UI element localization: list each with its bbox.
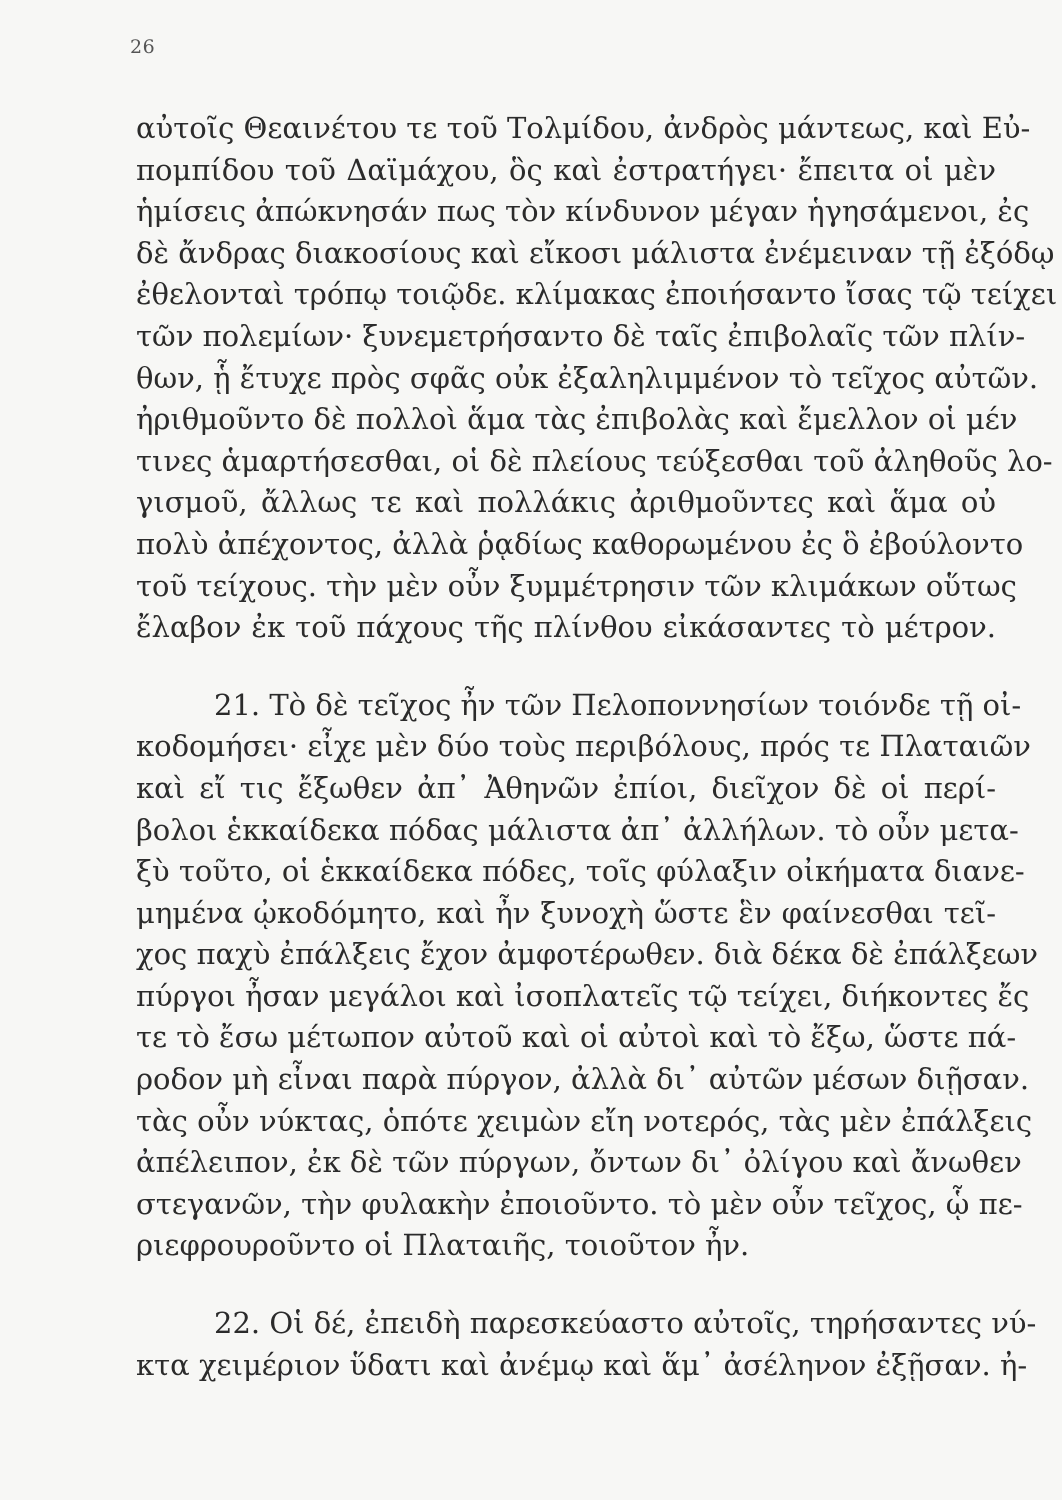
- text-line: στεγανῶν, τὴν φυλακὴν ἐποιοῦντο. τὸ μὲν οὖν τεῖχος, ᾧ πε-: [136, 1186, 1023, 1221]
- text-line: ροδον μὴ εἶναι παρὰ πύργον, ἀλλὰ δι᾽ αὐτῶν μέσων διῇσαν.: [136, 1062, 1030, 1097]
- text-line: μημένα ᾠκοδόμητο, καὶ ἦν ξυνοχὴ ὥστε ἓν φαίνεσθαι τεῖ-: [136, 895, 996, 930]
- text-line: ἔλαβον ἐκ τοῦ πάχους τῆς πλίνθου εἰκάσαντες τὸ μέτρον.: [136, 610, 996, 645]
- text-line: ἀπέλειπον, ἐκ δὲ τῶν πύργων, ὄντων δι᾽ ὀλίγου καὶ ἄνωθεν: [136, 1145, 1022, 1180]
- page-number: 26: [130, 36, 156, 58]
- text-line: τινες ἁμαρτήσεσθαι, οἱ δὲ πλείους τεύξεσθαι τοῦ ἀληθοῦς λο-: [136, 443, 1053, 478]
- text-line: δὲ ἄνδρας διακοσίους καὶ εἴκοσι μάλιστα ἐνέμειναν τῇ ἐξόδῳ: [136, 235, 1055, 270]
- text-line: πομπίδου τοῦ Δαϊμάχου, ὃς καὶ ἐστρατήγει· ἔπειτα οἱ μὲν: [136, 152, 996, 187]
- text-line: ριεφρουροῦντο οἱ Πλαταιῆς, τοιοῦτον ἦν.: [136, 1228, 750, 1263]
- text-line: κοδομήσει· εἶχε μὲν δύο τοὺς περιβόλους, πρός τε Πλαταιῶν: [136, 729, 1031, 764]
- text-line: πύργοι ἦσαν μεγάλοι καὶ ἰσοπλατεῖς τῷ τείχει, διήκοντες ἔς: [136, 978, 1030, 1013]
- paragraph-gap: [136, 649, 996, 685]
- body-text: [136, 108, 1058, 1386]
- text-line: κτα χειμέριον ὕδατι καὶ ἀνέμῳ καὶ ἅμ᾽ ἀσέληνον ἐξῇσαν. ἠ-: [136, 1347, 1028, 1382]
- text-line: αὐτοῖς Θεαινέτου τε τοῦ Τολμίδου, ἀνδρὸς μάντεως, καὶ Εὐ-: [136, 111, 1031, 145]
- text-line: τὰς οὖν νύκτας, ὁπότε χειμὼν εἴη νοτερός, τὰς μὲν ἐπάλξεις: [136, 1103, 1033, 1138]
- text-line: πολὺ ἀπέχοντος, ἀλλὰ ῥᾳδίως καθορωμένου ἐς ὃ ἐβούλοντο: [136, 526, 1024, 561]
- paragraph-gap: [136, 1267, 996, 1303]
- text-line: ἡμίσεις ἀπώκνησάν πως τὸν κίνδυνον μέγαν ἡγησάμενοι, ἐς: [136, 194, 1030, 229]
- text-line: γισμοῦ, ἄλλως τε καὶ πολλάκις ἀριθμοῦντες καὶ ἅμα οὐ: [136, 485, 996, 520]
- text-line: 21. Τὸ δὲ τεῖχος ἦν τῶν Πελοποννησίων τοιόνδε τῇ οἰ-: [214, 687, 1022, 722]
- text-line: ξὺ τοῦτο, οἱ ἑκκαίδεκα πόδες, τοῖς φύλαξιν οἰκήματα διανε-: [136, 854, 1025, 889]
- text-line: 22. Οἱ δέ, ἐπειδὴ παρεσκεύαστο αὐτοῖς, τηρήσαντες νύ-: [214, 1306, 1037, 1341]
- paragraph-section-22: [136, 1303, 1037, 1386]
- text-line: ἐθελονταὶ τρόπῳ τοιῷδε. κλίμακας ἐποιήσαντο ἴσας τῷ τείχει: [136, 277, 1058, 312]
- paragraph-section-21: [136, 685, 1039, 1267]
- text-line: ἠριθμοῦντο δὲ πολλοὶ ἅμα τὰς ἐπιβολὰς καὶ ἔμελλον οἱ μέν: [136, 402, 1018, 437]
- text-line: τοῦ τείχους. τὴν μὲν οὖν ξυμμέτρησιν τῶν κλιμάκων οὕτως: [136, 568, 1017, 603]
- text-line: βολοι ἑκκαίδεκα πόδας μάλιστα ἀπ᾽ ἀλλήλων. τὸ οὖν μετα-: [136, 812, 1019, 847]
- text-line: τε τὸ ἔσω μέτωπον αὐτοῦ καὶ οἱ αὐτοὶ καὶ τὸ ἔξω, ὥστε πά-: [136, 1020, 1017, 1055]
- text-line: καὶ εἴ τις ἔξωθεν ἀπ᾽ Ἀθηνῶν ἐπίοι, διεῖχον δὲ οἱ περί-: [136, 770, 996, 805]
- text-line: θων, ᾗ ἔτυχε πρὸς σφᾶς οὐκ ἐξαληλιμμένον τὸ τεῖχος αὐτῶν.: [136, 360, 1039, 395]
- text-line: τῶν πολεμίων· ξυνεμετρήσαντο δὲ ταῖς ἐπιβολαῖς τῶν πλίν-: [136, 318, 1026, 353]
- text-line: χος παχὺ ἐπάλξεις ἔχον ἀμφοτέρωθεν. διὰ δέκα δὲ ἐπάλξεων: [136, 937, 1039, 972]
- paragraph: [136, 108, 1058, 649]
